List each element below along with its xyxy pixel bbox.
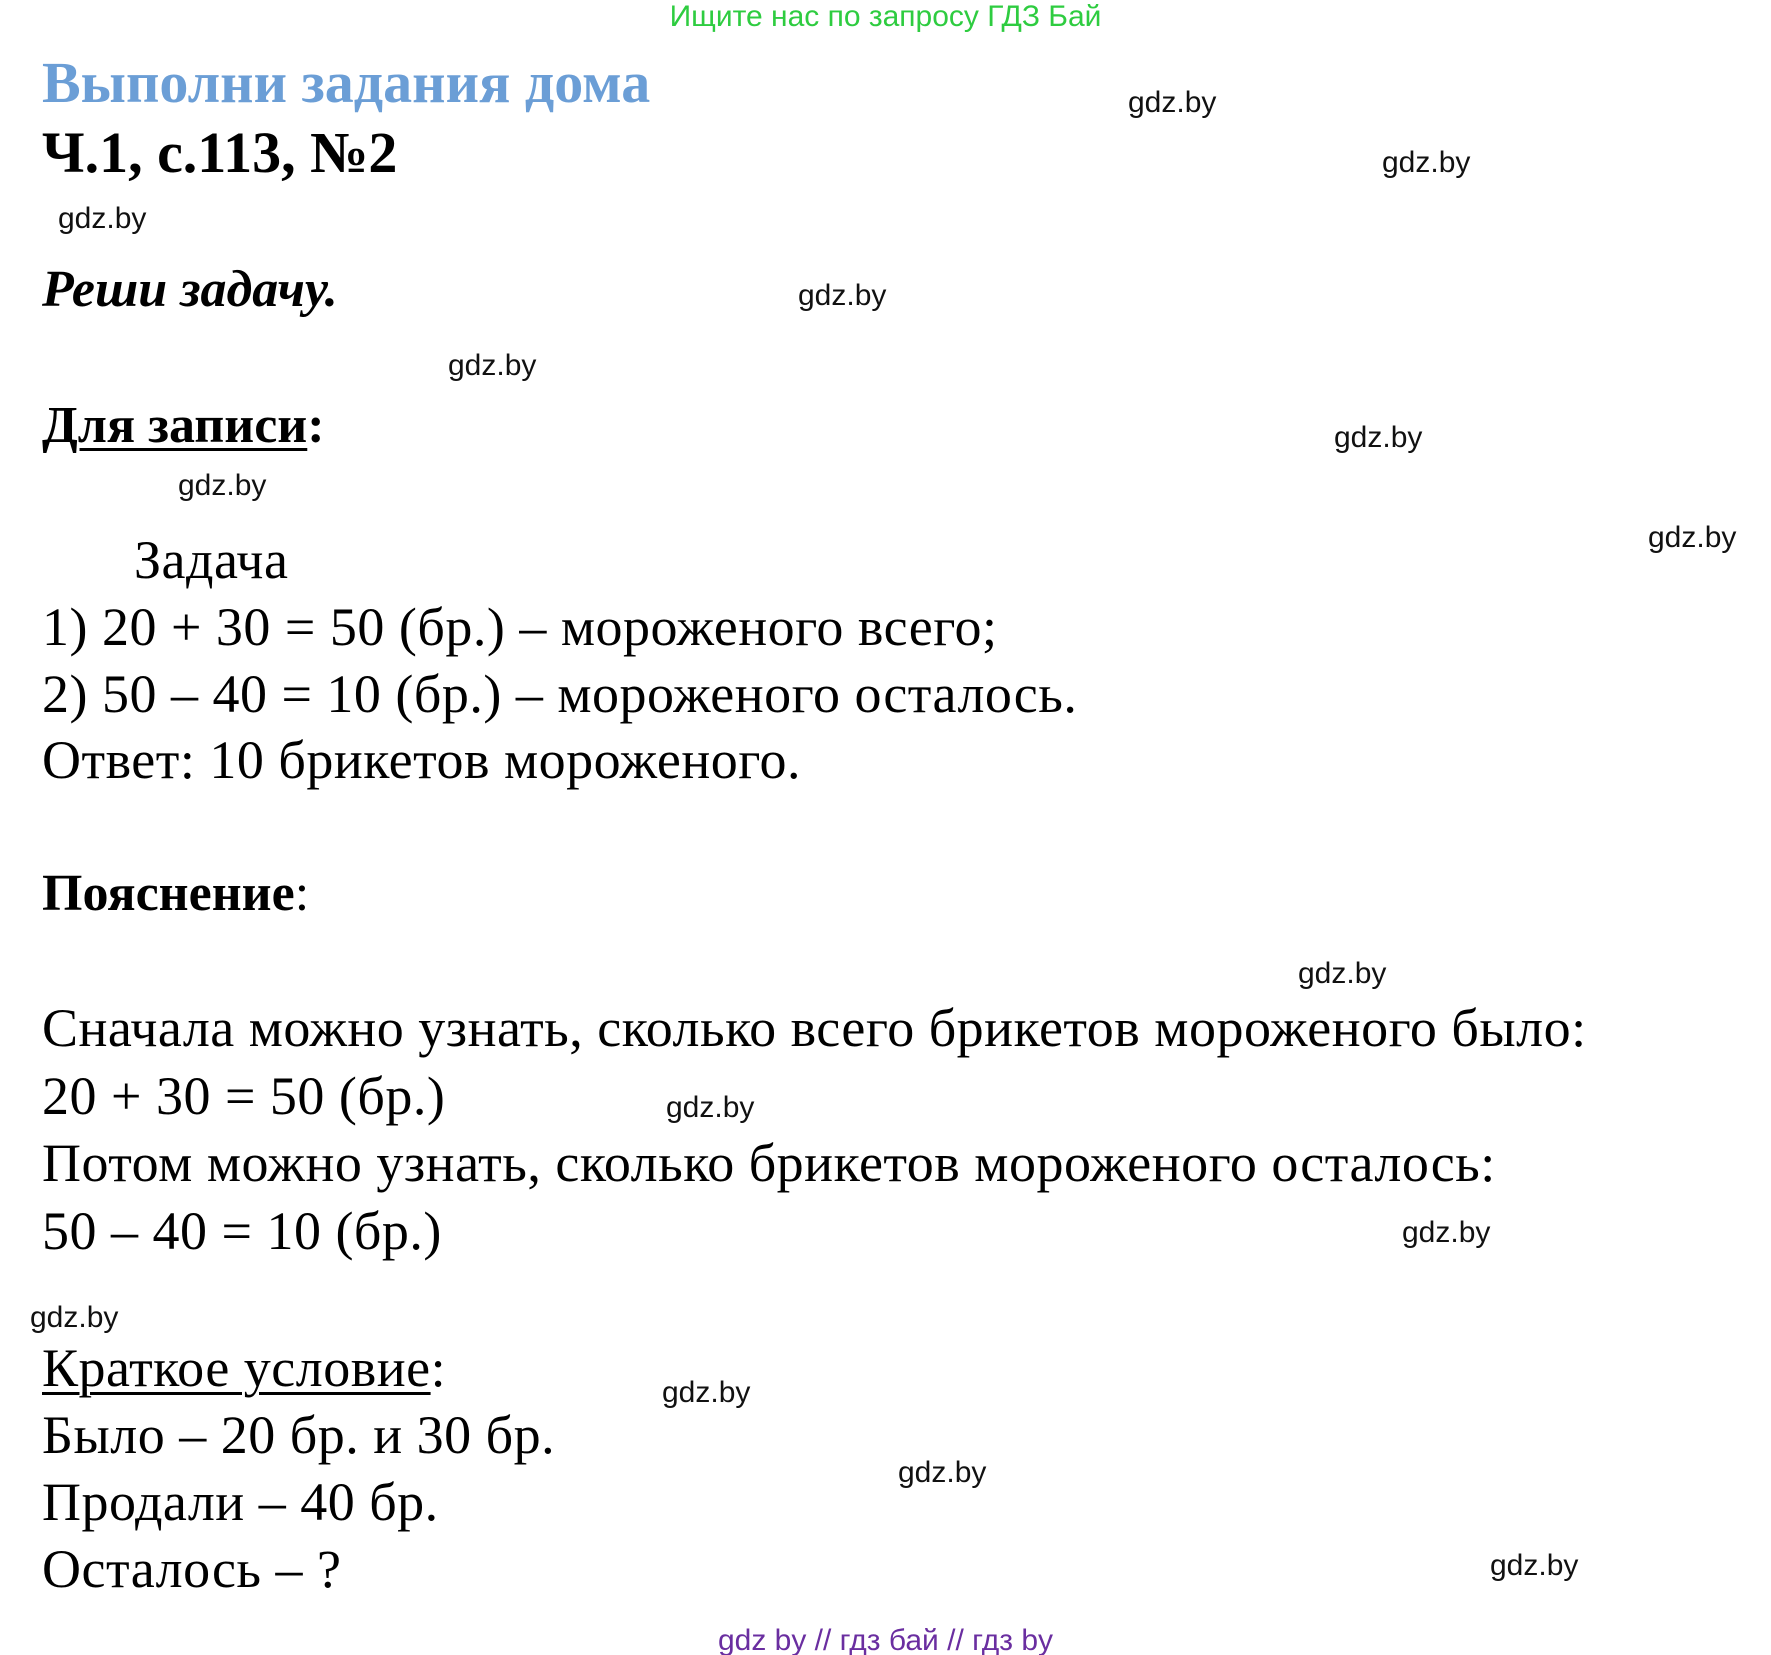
explanation-line-2: 20 + 30 = 50 (бр.)	[42, 1066, 446, 1126]
solution-title: Задача	[134, 530, 289, 590]
section-title: Выполни задания дома	[42, 50, 651, 115]
watermark: gdz.by	[58, 202, 147, 235]
watermark: gdz.by	[30, 1301, 119, 1334]
top-banner[interactable]: Ищите нас по запросу ГДЗ Бай	[669, 0, 1102, 33]
watermark: gdz.by	[448, 349, 537, 382]
solution-answer: Ответ: 10 брикетов мороженого.	[42, 730, 802, 790]
explanation-heading-colon: :	[294, 865, 310, 922]
short-condition-heading-colon: :	[430, 1338, 447, 1398]
explanation-heading	[42, 862, 309, 926]
record-heading	[42, 394, 325, 458]
solution-step-2: 2) 50 – 40 = 10 (бр.) – мороженого осталось.	[42, 664, 1078, 724]
watermark: gdz.by	[898, 1456, 987, 1489]
solution-step-1: 1) 20 + 30 = 50 (бр.) – мороженого всего;	[42, 597, 998, 657]
watermark: gdz.by	[666, 1091, 755, 1124]
record-heading-label: Для записи	[42, 397, 308, 454]
short-condition-line-3: Осталось – ?	[42, 1539, 342, 1599]
short-condition-heading	[42, 1335, 446, 1401]
watermark: gdz.by	[1128, 86, 1217, 119]
watermark: gdz.by	[798, 279, 887, 312]
watermark: gdz.by	[1298, 957, 1387, 990]
watermark: gdz.by	[1334, 421, 1423, 454]
watermark: gdz.by	[1402, 1216, 1491, 1249]
explanation-line-1: Сначала можно узнать, сколько всего брикетов мороженого было:	[42, 998, 1587, 1058]
short-condition-heading-label: Краткое условие	[42, 1338, 431, 1398]
record-heading-colon: :	[307, 397, 325, 454]
watermark: gdz.by	[662, 1376, 751, 1409]
watermark: gdz.by	[178, 469, 267, 502]
task-reference: Ч.1, с.113, №2	[42, 120, 398, 185]
watermark: gdz.by	[1490, 1549, 1579, 1582]
footer-links[interactable]: gdz by // гдз бай // гдз by	[717, 1624, 1054, 1655]
short-condition-line-2: Продали – 40 бр.	[42, 1472, 439, 1532]
explanation-heading-label: Пояснение	[42, 865, 295, 922]
instruction: Реши задачу.	[42, 261, 338, 318]
explanation-line-3: Потом можно узнать, сколько брикетов мороженого осталось:	[42, 1133, 1496, 1193]
explanation-line-4: 50 – 40 = 10 (бр.)	[42, 1201, 442, 1261]
short-condition-line-1: Было – 20 бр. и 30 бр.	[42, 1405, 556, 1465]
watermark: gdz.by	[1648, 521, 1737, 554]
watermark: gdz.by	[1382, 146, 1471, 179]
